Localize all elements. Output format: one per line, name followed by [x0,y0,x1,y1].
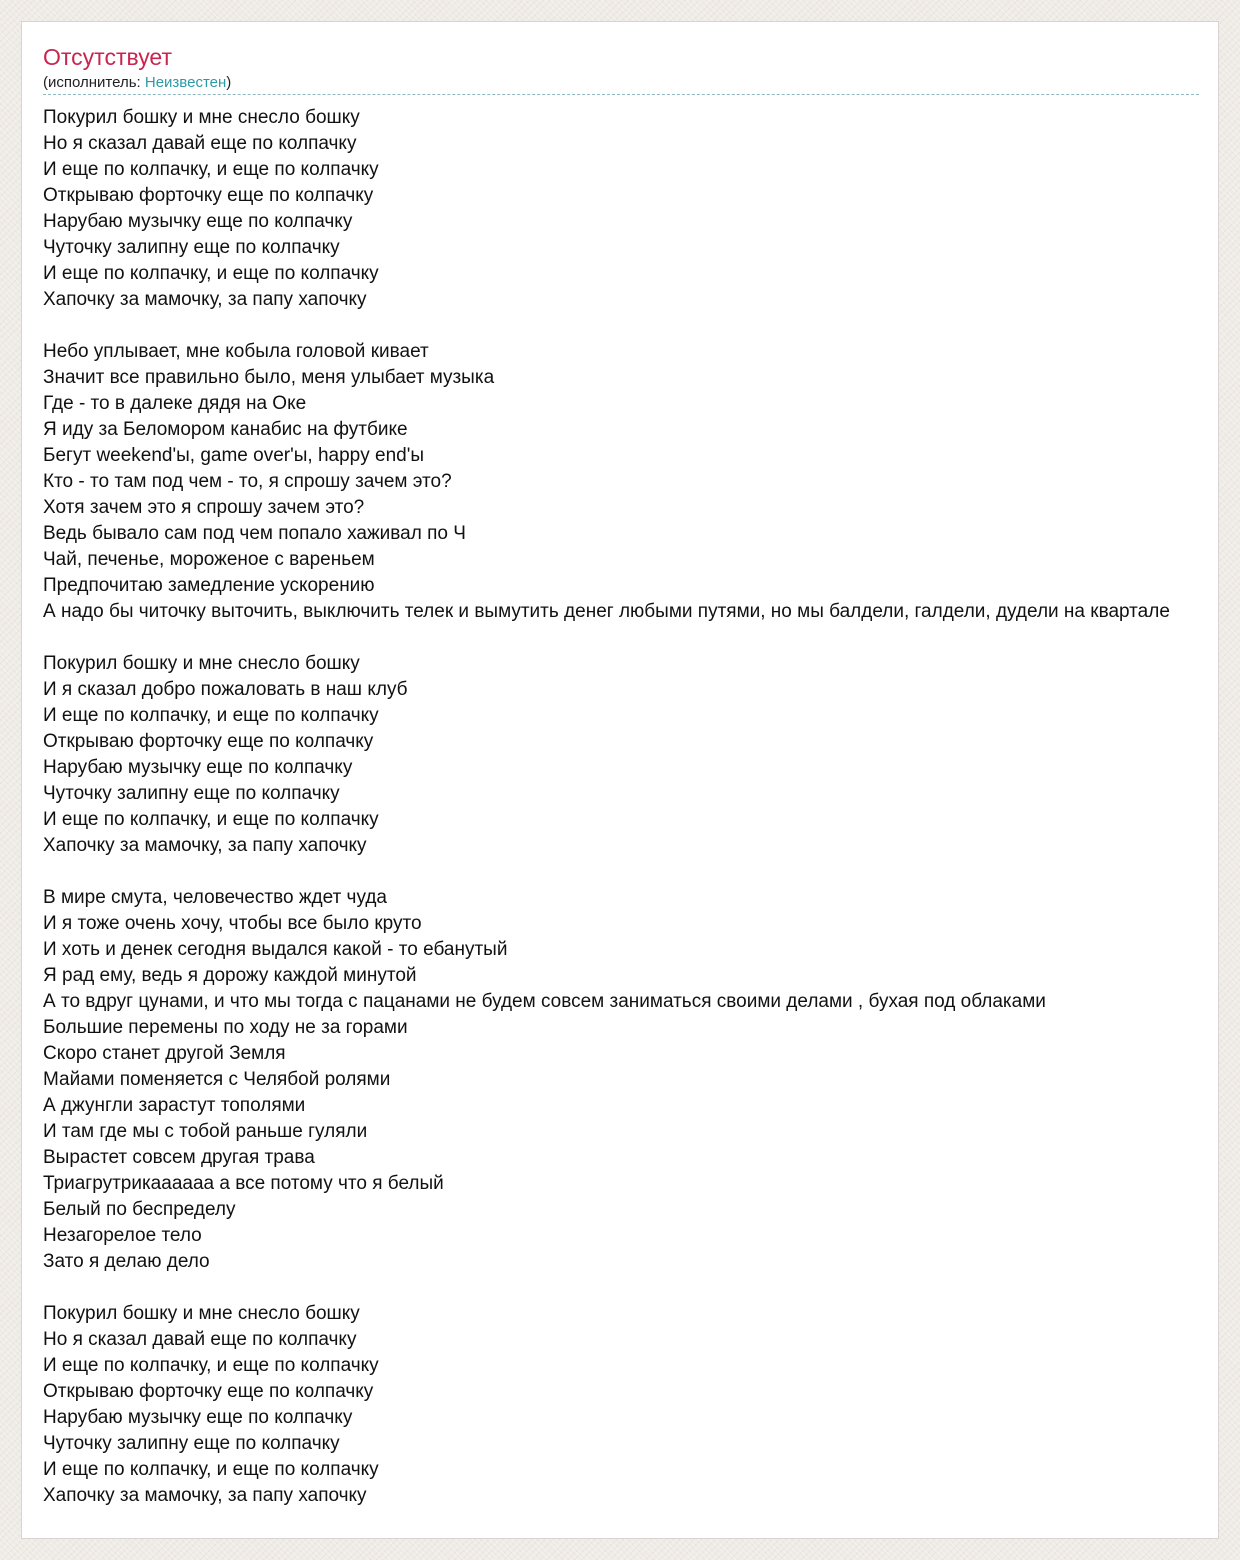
artist-link[interactable]: Неизвестен [144,74,227,91]
lyrics-text: Покурил бошку и мне снесло бошку Но я сказал давай еще по колпачку И еще по колпачку, и еще по колпачку Открываю форточку еще по колпачку Нарубаю музычку еще по колпачку Чуточку залипну еще по колпачку И еще по колпачку, и еще по колпачку Хапочку за мамочку, за папу хапочку Небо уплывает, мне кобыла головой кивает Значит все правильно было, меня улыбает музыка Где - то в далеке дядя на Оке Я иду за Беломором канабис на футбике Бегут weekend'ы, game over'ы, happy end'ы Кто - то там под чем - то, я спрошу зачем это? Хотя зачем это я спрошу зачем это? Ведь бывало сам под чем попало хаживал по Ч Чай, печенье, мороженое с вареньем Предпочитаю замедление ускорению А надо бы читочку выточить, выключить телек и вымутить денег любыми путями, но мы балдели, галдели, дудели на квартале Покурил бошку и мне снесло бошку И я сказал добро пожаловать в наш клуб И еще по колпачку, и еще по колпачку Открываю форточку еще по колпачку Нарубаю музычку еще по колпачку Чуточку залипну еще по колпачку И еще по колпачку, и еще по колпачку Хапочку за мамочку, за папу хапочку В мире смута, человечество ждет чуда И я тоже очень хочу, чтобы все было круто И хоть и денек сегодня выдался какой - то ебанутый Я рад ему, ведь я дорожу каждой минутой А то вдруг цунами, и что мы тогда с пацанами не будем совсем заниматься своими делами , бухая под облаками Большие перемены по ходу не за горами Скоро станет другой Земля Майами поменяется с Челябой ролями А джунгли зарастут тополями И там где мы с тобой раньше гуляли Вырастет совсем другая трава Триагрутрикаааааа а все потому что я белый Белый по беспределу Незагорелое тело Зато я делаю дело Покурил бошку и мне снесло бошку Но я сказал давай еще по колпачку И еще по колпачку, и еще по колпачку Открываю форточку еще по колпачку Нарубаю музычку еще по колпачку Чуточку залипну еще по колпачку И еще по колпачку, и еще по колпачку Хапочку за мамочку, за папу хапочку [43,107,1170,1506]
artist-prefix: (исполнитель: [43,74,145,91]
artist-suffix: ) [226,74,232,91]
artist-line [43,73,231,93]
lyrics-card [21,21,1219,1539]
song-title: Отсутствует [43,44,172,70]
title-divider [43,94,1199,95]
